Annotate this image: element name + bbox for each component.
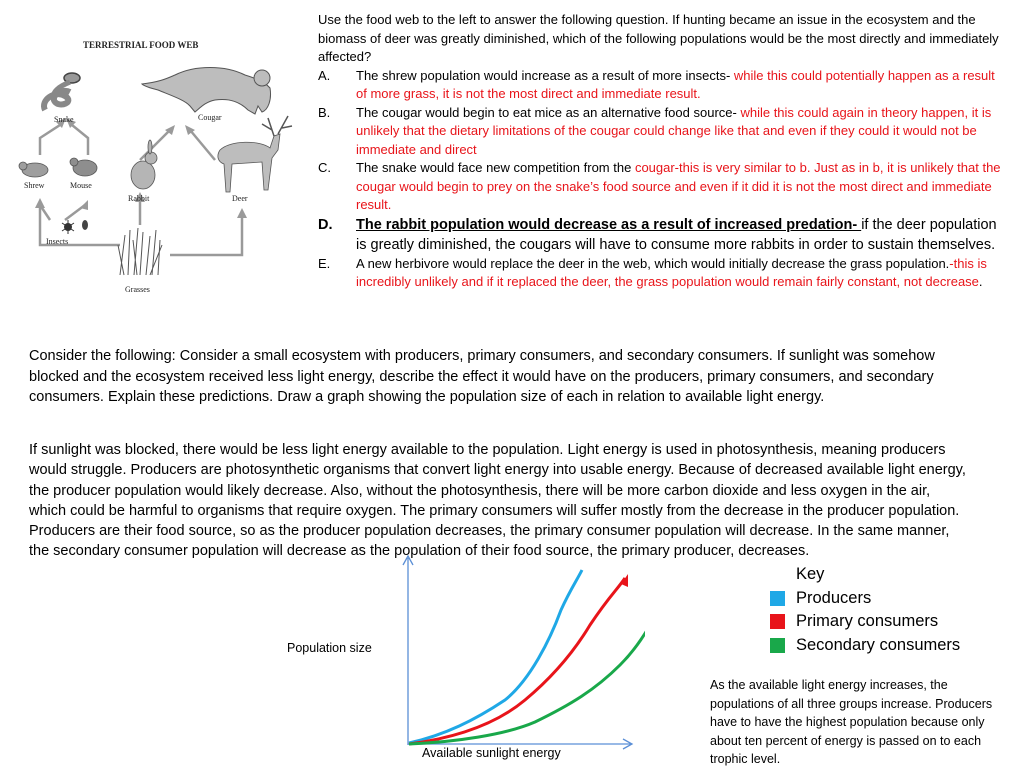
- rabbit-label: Rabbit: [128, 194, 150, 203]
- snake-label: Snake: [54, 115, 74, 124]
- insects-label: Insects: [46, 237, 69, 246]
- snake-icon: [44, 73, 80, 110]
- grasses-icon: [118, 228, 162, 275]
- graph-x-label: Available sunlight energy: [422, 746, 561, 760]
- option-end: .: [978, 274, 983, 289]
- cougar-icon: [142, 68, 271, 115]
- option-text: The shrew population would increase as a result of more insects-: [356, 67, 731, 83]
- answer-options: [318, 67, 1008, 292]
- option-text: The cougar would begin to eat mice as an alternative food source-: [356, 104, 737, 120]
- option-comment: -this is incredibly unlikely and if it replaced the deer, the grass population would remain fairly constant, not decrease: [356, 255, 987, 289]
- graph-key: [770, 563, 960, 657]
- option-d: [318, 215, 1008, 255]
- key-item-secondary-consumers: [770, 634, 960, 658]
- option-text: The rabbit population would decrease as a result of increased predation-: [356, 216, 862, 233]
- graph-y-label: Population size: [287, 641, 372, 655]
- option-text: A new herbivore would replace the deer in the web, which would initially decrease the grass population.: [356, 255, 950, 271]
- option-letter: D.: [318, 216, 333, 233]
- graph-note: As the available light energy increases, the populations of all three groups increase. Producers have to have the highest population because only about ten percent of energy is passed on to each trophic level.: [710, 678, 993, 766]
- option-comment: if the deer population is greatly diminished, the cougars will have to consume more rabbits in order to sustain themselves.: [356, 216, 997, 253]
- secondary-consumers-swatch: [770, 638, 785, 653]
- cougar-label: Cougar: [198, 113, 222, 122]
- mouse-icon: [70, 158, 97, 176]
- primary-consumers-swatch: [770, 614, 785, 629]
- option-c: [318, 159, 1008, 215]
- question-text: Use the food web to the left to answer the following question. If hunting became an issue in the ecosystem and the biomass of deer was greatly diminished, which of the following populations would be the most directly and immediately affected?: [318, 12, 999, 64]
- option-comment: while this could again in theory happen, it is unlikely that the dietary limitations of the cougar could change like that and even if they could it would not be immediate and direct: [356, 104, 992, 157]
- insects-icon: [62, 220, 88, 234]
- deer-icon: [218, 116, 292, 192]
- shrew-icon: [19, 162, 48, 177]
- option-a: [318, 67, 1008, 104]
- grasses-label: Grasses: [125, 285, 150, 294]
- option-text: The snake would face new competition from the: [356, 160, 635, 175]
- key-label: Producers: [796, 588, 872, 607]
- mouse-label: Mouse: [70, 181, 92, 190]
- shrew-label: Shrew: [24, 181, 45, 190]
- option-letter: C.: [318, 160, 331, 175]
- population-graph: [395, 550, 645, 755]
- question-block: [318, 11, 1008, 292]
- option-letter: E.: [318, 255, 331, 271]
- producers-curve: [409, 570, 582, 743]
- key-item-producers: [770, 587, 960, 611]
- option-comment: while this could potentially happen as a result of more grass, it is not the most direct and immediate result.: [356, 67, 995, 101]
- option-letter: B.: [318, 104, 331, 120]
- key-title: Key: [796, 565, 825, 583]
- y-axis: [403, 556, 413, 745]
- answer-paragraph: If sunlight was blocked, there would be less light energy available to the population. Light energy is used in photosynthesis, meaning producers would struggle. Producers are photosynthetic organisms that convert light energy into usable energy. Because of decreased available light energy, the producer population would likely decrease. Also, without the photosynthesis, there will be more carbon dioxide and less oxygen in the air, which could be harmful to organisms that require oxygen. The primary consumers will suffer mostly from the decrease in the producer population. Producers are their food source, so as the producer population decreases, the primary consumer population will decrease. In the same manner, the secondary consumer population will decrease as the population of their food source, the primary producer, decreases.: [29, 442, 966, 560]
- food-web-figure: [10, 30, 300, 310]
- deer-label: Deer: [232, 194, 248, 203]
- option-comment: cougar-this is very similar to b. Just as in b, it is unlikely that the cougar would begin to prey on the snake’s food source and even if it did it is not the most direct and immediate result.: [356, 160, 1001, 212]
- consider-prompt: Consider the following: Consider a small ecosystem with producers, primary consumers, and secondary consumers. If sunlight was somehow blocked and the ecosystem received less light energy, describe the effect it would have on the producers, primary consumers, and secondary consumers. Explain these predictions. Draw a graph showing the population size of each in relation to available light energy.: [29, 348, 935, 405]
- option-letter: A.: [318, 67, 331, 83]
- key-label: Secondary consumers: [796, 635, 961, 654]
- producers-swatch: [770, 591, 785, 606]
- food-web-title: TERRESTRIAL FOOD WEB: [83, 40, 199, 50]
- key-item-primary-consumers: [770, 610, 960, 634]
- key-label: Primary consumers: [796, 612, 939, 630]
- option-e: [318, 255, 1008, 292]
- primary-consumers-curve: [409, 578, 625, 744]
- option-b: [318, 104, 1008, 160]
